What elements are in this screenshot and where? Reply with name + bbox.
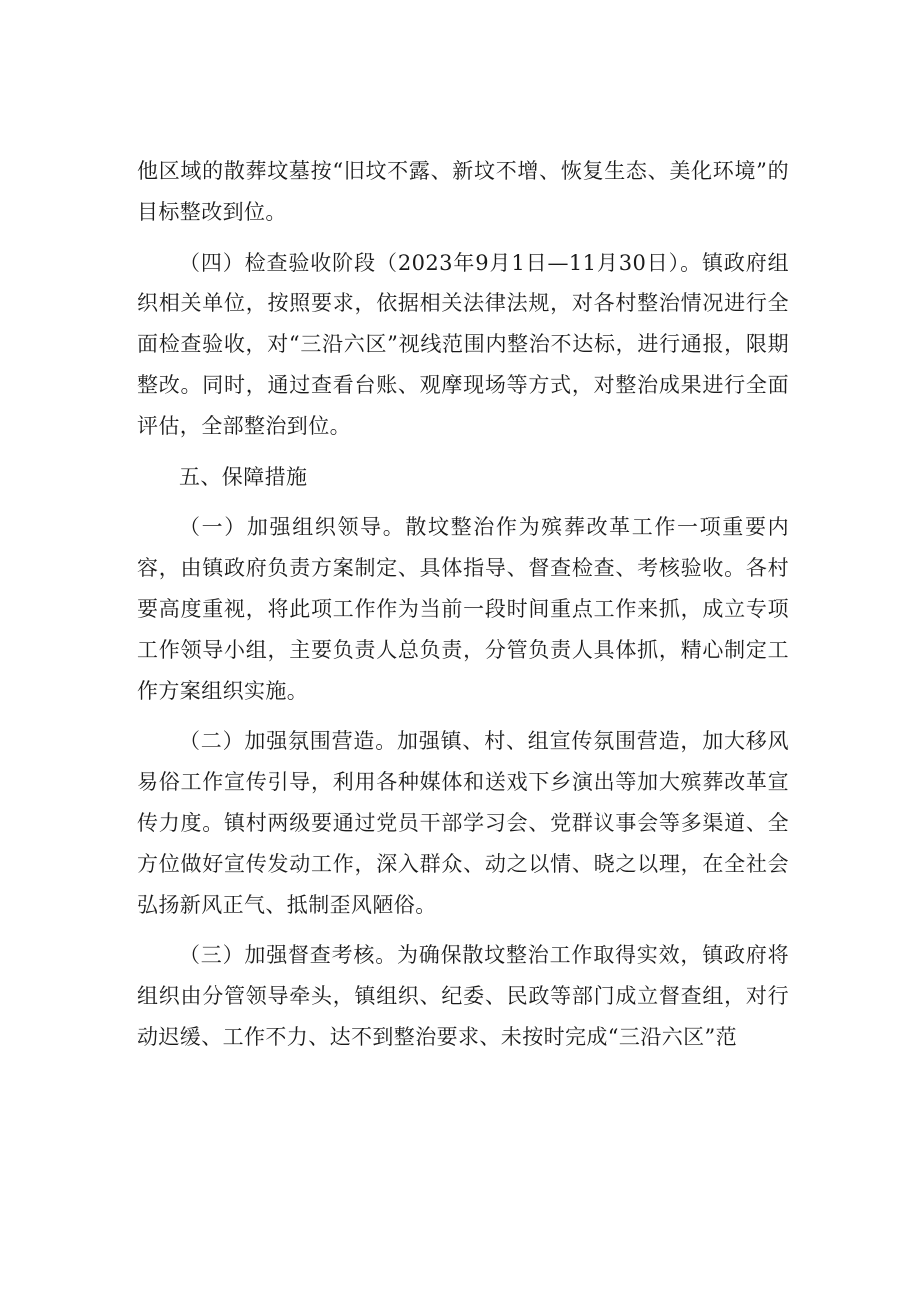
document-body (137, 151, 789, 1058)
paragraph-atmosphere-building: （二）加强氛围营造。加强镇、村、组宣传氛围营造，加大移风易俗工作宣传引导，利用各种媒体和送戏下乡演出等加大殡葬改革宣传力度。镇村两级要通过党员干部学习会、党群议事会等多渠道、全方位做好宣传发动工作，深入群众、动之以情、晓之以理，在全社会弘扬新风正气、抵制歪风陋俗。 (137, 729, 789, 917)
section-heading-safeguards: 五、保障措施 (179, 464, 308, 489)
paragraph-supervision-assessment: （三）加强督查考核。为确保散坟整治工作取得实效，镇政府将组织由分管领导牵头，镇组织、纪委、民政等部门成立督查组，对行动迟缓、工作不力、达不到整治要求、未按时完成“三沿六区”范 (137, 943, 789, 1049)
paragraph-continuation: 他区域的散葬坟墓按“旧坟不露、新坟不增、恢复生态、美化环境”的目标整改到位。 (137, 159, 789, 224)
paragraph-organization-leadership: （一）加强组织领导。散坟整治作为殡葬改革工作一项重要内容，由镇政府负责方案制定、具体指导、督查检查、考核验收。各村要高度重视，将此项工作作为当前一段时间重点工作来抓，成立专项工作领导小组，主要负责人总负责，分管负责人具体抓，精心制定工作方案组织实施。 (137, 515, 789, 703)
paragraph-inspection-stage: （四）检查验收阶段（2023年9月1日—11月30日）。镇政府组织相关单位，按照要求，依据相关法律法规，对各村整治情况进行全面检查验收，对“三沿六区”视线范围内整治不达标，进行通报，限期整改。同时，通过查看台账、观摩现场等方式，对整治成果进行全面评估，全部整治到位。 (137, 250, 789, 438)
